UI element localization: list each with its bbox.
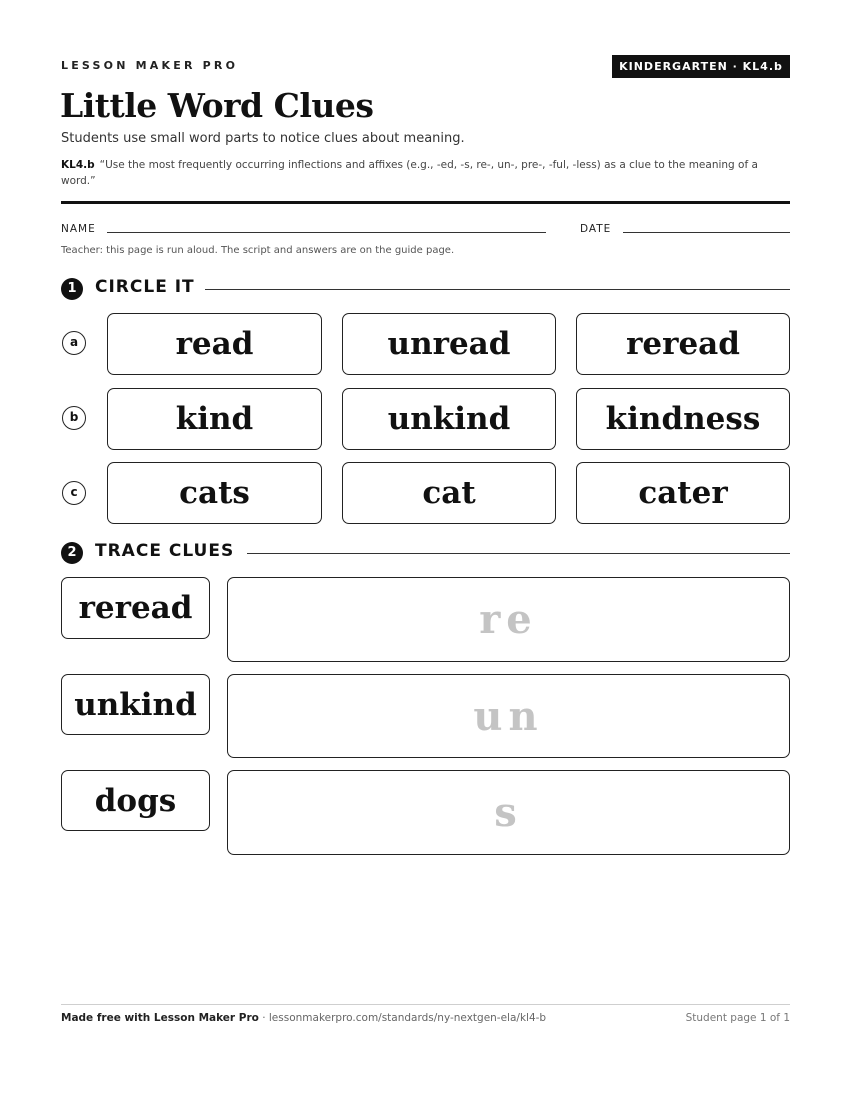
teacher-note: Teacher: this page is run aloud. The script and answers are on the guide page. (61, 245, 455, 256)
footer-credit (61, 1012, 546, 1024)
clue-word-card: reread (61, 577, 210, 639)
name-label: NAME (61, 223, 96, 235)
brand-name: LESSON MAKER PRO (61, 59, 239, 72)
footer-page-number: Student page 1 of 1 (685, 1012, 790, 1024)
word-card[interactable]: cat (342, 462, 556, 524)
section-2-title: TRACE CLUES (95, 541, 235, 561)
row-a-badge: a (62, 331, 86, 355)
date-field[interactable] (623, 232, 790, 233)
trace-box[interactable]: s (227, 770, 790, 855)
section-2-number: 2 (61, 542, 83, 564)
trace-box[interactable]: re (227, 577, 790, 662)
word-card[interactable]: kindness (576, 388, 790, 450)
page-title: Little Word Clues (60, 86, 374, 125)
standard-text: “Use the most frequently occurring inflections and affixes (e.g., -ed, -s, re-, un-, pre-, -ful, -less) as a clue to the meaning of a word.” (61, 159, 758, 187)
word-card[interactable]: kind (107, 388, 322, 450)
name-field[interactable] (107, 232, 546, 233)
section-2-rule (247, 553, 790, 554)
word-card[interactable]: unread (342, 313, 556, 375)
standard-code: KL4.b (61, 159, 95, 171)
word-card[interactable]: cater (576, 462, 790, 524)
grade-badge: KINDERGARTEN · KL4.b (612, 55, 790, 78)
page-subtitle: Students use small word parts to notice clues about meaning. (61, 131, 465, 146)
section-1-number: 1 (61, 278, 83, 300)
row-c-badge: c (62, 481, 86, 505)
row-b-badge: b (62, 406, 86, 430)
footer-made-with: Made free with Lesson Maker Pro (61, 1012, 259, 1024)
clue-word-card: dogs (61, 770, 210, 831)
footer-divider (61, 1004, 790, 1005)
word-card[interactable]: unkind (342, 388, 556, 450)
section-1-title: CIRCLE IT (95, 277, 195, 297)
word-card[interactable]: read (107, 313, 322, 375)
date-label: DATE (580, 223, 612, 235)
section-1-rule (205, 289, 790, 290)
clue-word-card: unkind (61, 674, 210, 735)
header-divider (61, 201, 790, 204)
footer-url[interactable]: · lessonmakerpro.com/standards/ny-nextgen-ela/kl4-b (262, 1012, 547, 1024)
word-card[interactable]: reread (576, 313, 790, 375)
standard-statement (61, 157, 781, 189)
word-card[interactable]: cats (107, 462, 322, 524)
trace-box[interactable]: un (227, 674, 790, 758)
